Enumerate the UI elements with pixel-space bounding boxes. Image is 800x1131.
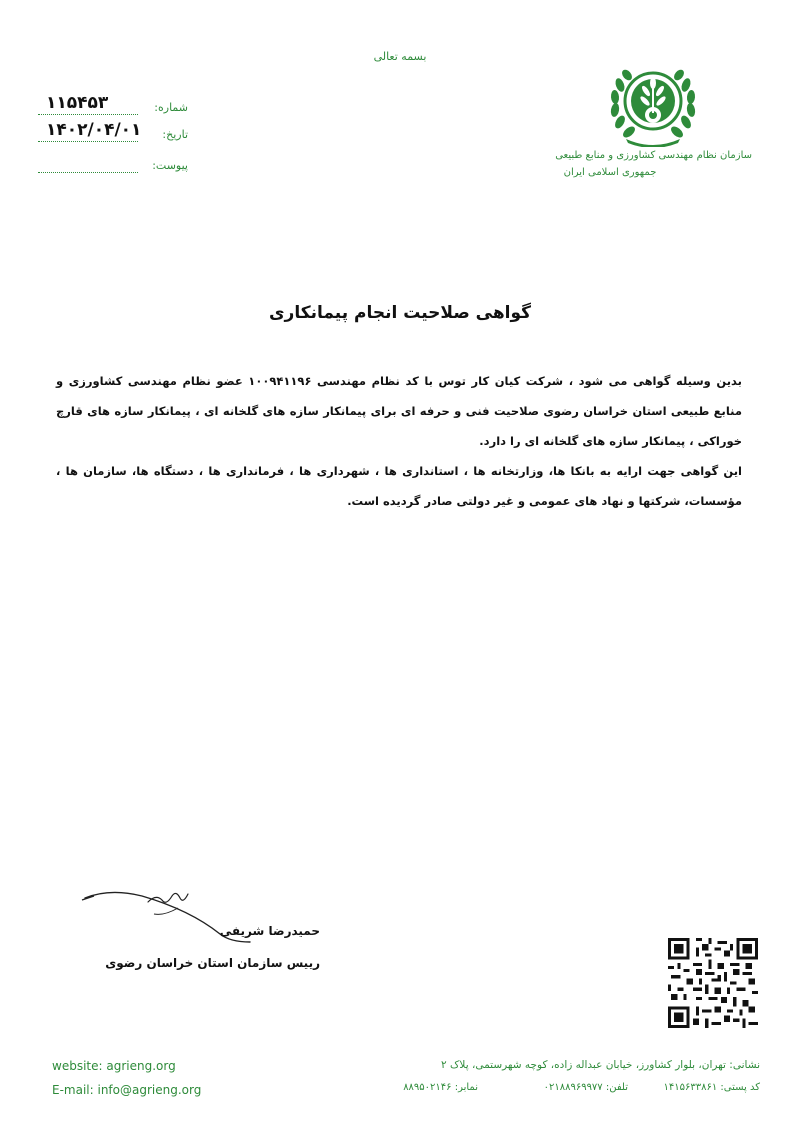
handwritten-signature-icon bbox=[80, 884, 330, 954]
footer-phone: تلفن: ۰۲۱۸۸۹۶۹۹۷۷ bbox=[543, 1082, 628, 1093]
letter-date-line bbox=[38, 141, 138, 142]
letter-attachment-line bbox=[38, 172, 138, 173]
letter-date-value: ۱۴۰۲/۰۴/۰۱ bbox=[46, 120, 142, 140]
body-paragraph-2: این گواهی جهت ارایه به بانکا ها، وزارتخانه ها ، استانداری ها ، شهرداری ها ، فرمانداری ها ، دستگاه ها، سازمان ها ، مؤسسات، شرکتها و نهاد های عمومی و غیر دولتی صادر گردیده است. bbox=[56, 464, 742, 508]
footer-contacts bbox=[380, 1082, 760, 1098]
body-paragraph-1: بدین وسیله گواهی می شود ، شرکت کیان کار توس با کد نظام مهندسی ۱۰۰۹۴۱۱۹۶ عضو نظام مهندسی کشاورزی و منابع طبیعی استان خراسان رضوی صلاحیت فنی و حرفه ای برای پیمانکار سازه های گلخانه ای ، پیمانکار سازه های قارچ خوراکی ، پیمانکار سازه های گلخانه ای را دارد. bbox=[56, 374, 742, 448]
letter-number-label: شماره: bbox=[154, 101, 188, 114]
footer-email-link[interactable]: E-mail: info@agrieng.org bbox=[52, 1083, 202, 1097]
letter-number-line bbox=[38, 114, 138, 115]
footer-fax: نمابر: ۸۸۹۵۰۲۱۴۶ bbox=[403, 1082, 478, 1093]
letter-date-row bbox=[38, 120, 188, 146]
letter-date-label: تاریخ: bbox=[162, 128, 188, 141]
letter-number-value: ۱۱۵۴۵۳ bbox=[46, 93, 109, 113]
organization-name: سازمان نظام مهندسی کشاورزی و منابع طبیعی bbox=[555, 150, 752, 161]
organization-logo-icon bbox=[604, 55, 702, 147]
signer-title: رییس سازمان استان خراسان رضوی bbox=[105, 956, 320, 970]
organization-country: جمهوری اسلامی ایران bbox=[563, 167, 657, 178]
certificate-title: گواهی صلاحیت انجام پیمانکاری bbox=[268, 303, 532, 323]
basmala: بسمه تعالی bbox=[373, 50, 427, 63]
certificate-body bbox=[56, 366, 742, 516]
letter-attachment-row bbox=[38, 155, 188, 177]
footer-address: نشانی: تهران، بلوار کشاورز، خیابان عبداله زاده، کوچه شهرستمی، پلاک ۲ bbox=[441, 1059, 760, 1071]
letter-number-row bbox=[38, 93, 188, 119]
qr-code-icon bbox=[668, 938, 758, 1028]
footer-website-link[interactable]: website: agrieng.org bbox=[52, 1059, 176, 1073]
signer-name: حمیدرضا شریفی bbox=[219, 924, 320, 938]
footer-postal-code: کد پستی: ۱۴۱۵۶۳۳۸۶۱ bbox=[663, 1082, 760, 1093]
letter-attachment-label: پیوست: bbox=[152, 159, 188, 172]
